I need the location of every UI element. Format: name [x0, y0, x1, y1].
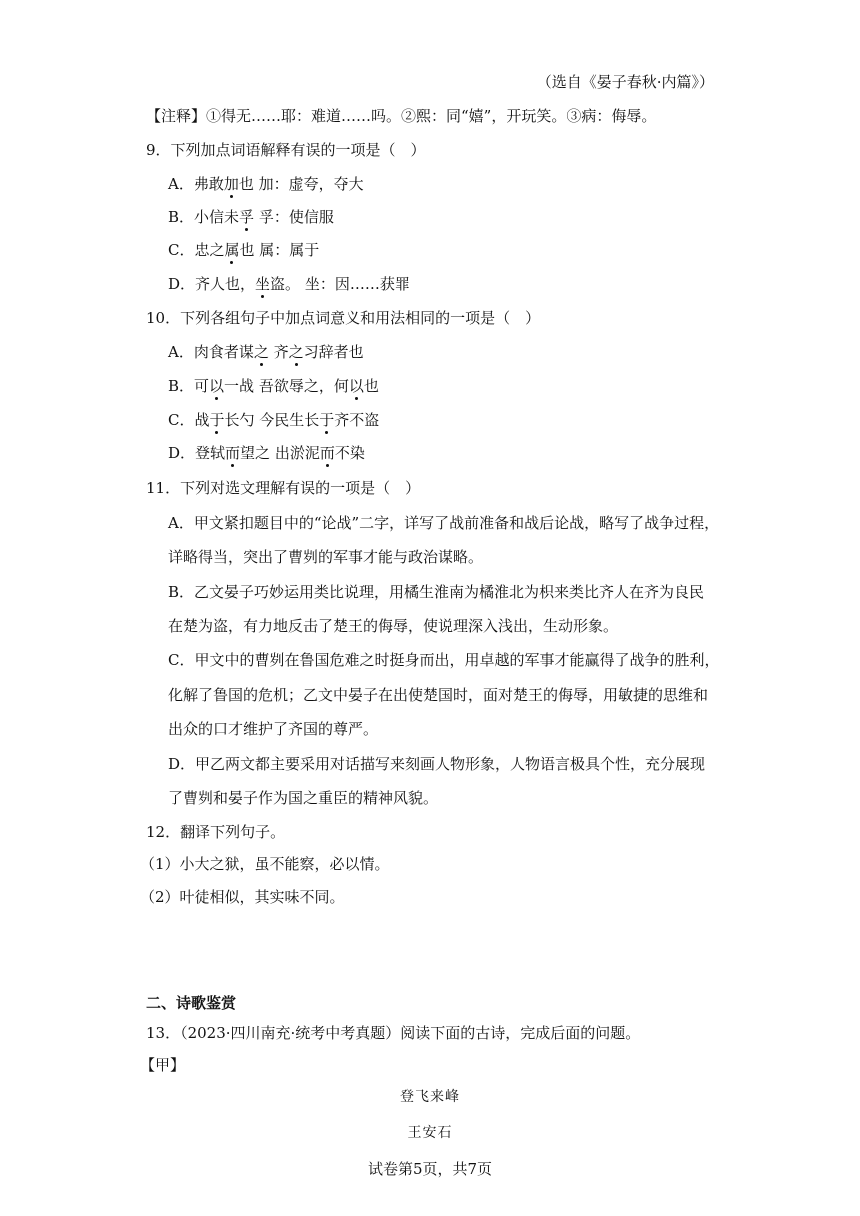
- q11-option-line: 化解了鲁国的危机；乙文中晏子在出使楚国时，面对楚王的侮辱，用敏捷的思维和: [168, 686, 709, 704]
- option-text: 不染: [334, 444, 365, 462]
- q9-option-c: [168, 240, 319, 260]
- dotted-word: 之: [288, 343, 304, 361]
- q9-option-d: [168, 274, 410, 294]
- q11-option-line: 在楚为盗，有力地反击了楚王的侮辱，使说理深入浅出，生动形象。: [168, 617, 619, 635]
- option-text: 孚：使信服: [254, 208, 334, 226]
- option-text: C．战: [168, 411, 210, 429]
- option-text: 一战 吾欲辱之，何: [224, 377, 349, 395]
- q12-item-2: （2）叶徒相似，其实味不同。: [140, 888, 345, 906]
- option-text: B．小信未: [168, 208, 240, 226]
- option-text: C．忠之: [168, 241, 225, 259]
- dotted-word: 之: [253, 343, 269, 361]
- q10-option-d: [168, 443, 365, 463]
- q11-option-line: B．乙文晏子巧妙运用类比说理，用橘生淮南为橘淮北为枳来类比齐人在齐为良民: [168, 583, 705, 601]
- question-10-stem: 10．下列各组句子中加点词意义和用法相同的一项是（ ）: [146, 309, 541, 327]
- option-text: A．肉食者谋: [168, 343, 254, 361]
- section-heading: 二、诗歌鉴赏: [146, 994, 237, 1012]
- option-text: 盗。 坐：因……获罪: [270, 275, 410, 293]
- q10-option-b: [168, 376, 379, 396]
- poem-author: 王安石: [407, 1125, 453, 1141]
- q10-option-c: [168, 410, 379, 430]
- option-text: 望之 出淤泥: [240, 444, 320, 462]
- dotted-word: 以: [209, 377, 225, 395]
- dotted-word: 以: [348, 377, 364, 395]
- page-footer: 试卷第5页，共7页: [367, 1160, 493, 1178]
- option-text: A．弗敢: [168, 175, 224, 193]
- dotted-word: 坐: [255, 275, 271, 293]
- option-text: 齐不盗: [334, 411, 380, 429]
- option-text: 也: [363, 377, 379, 395]
- question-11-stem: 11．下列对选文理解有误的一项是（ ）: [146, 479, 421, 497]
- dotted-word: 而: [319, 444, 335, 462]
- q12-item-1: （1）小大之狱，虽不能察，必以情。: [140, 855, 390, 873]
- q11-option-line: 了曹刿和晏子作为国之重臣的精神风貌。: [168, 789, 439, 807]
- option-text: D．齐人也，: [168, 275, 256, 293]
- question-9-stem: 9．下列加点词语解释有误的一项是（ ）: [146, 141, 426, 159]
- source-note: （选自《晏子春秋·内篇》）: [536, 73, 714, 91]
- option-text: 也 加：虚夸，夺大: [238, 175, 364, 193]
- q10-option-a: [168, 342, 364, 362]
- option-text: 也 属：属于: [239, 241, 320, 259]
- option-text: B．可: [168, 377, 210, 395]
- dotted-word: 孚: [239, 208, 255, 226]
- option-text: 长勺 今民生长: [224, 411, 320, 429]
- option-text: 齐: [268, 343, 289, 361]
- dotted-word: 于: [209, 411, 225, 429]
- q11-option-line: C．甲文中的曹刿在鲁国危难之时挺身而出，用卓越的军事才能赢得了战争的胜利，: [168, 651, 720, 669]
- dotted-word: 加: [223, 175, 239, 193]
- option-text: D．登轼: [168, 444, 226, 462]
- option-text: 习辞者也: [303, 343, 364, 361]
- question-12-stem: 12．翻译下列句子。: [146, 823, 286, 841]
- dotted-word: 而: [225, 444, 241, 462]
- annotation-note: 【注释】①得无……耶：难道……吗。②熙：同“嬉”，开玩笑。③病：侮辱。: [146, 107, 657, 125]
- poem-title: 登飞来峰: [400, 1089, 460, 1105]
- q11-option-line: 出众的口才维护了齐国的尊严。: [168, 720, 379, 738]
- dotted-word: 属: [224, 241, 240, 259]
- question-13-stem: 13．（2023·四川南充·统考中考真题）阅读下面的古诗，完成后面的问题。: [146, 1024, 641, 1042]
- dotted-word: 于: [319, 411, 335, 429]
- poem-label: 【甲】: [140, 1056, 186, 1074]
- q11-option-line: D．甲乙两文都主要采用对话描写来刻画人物形象，人物语言极具个性，充分展现: [168, 755, 706, 773]
- q11-option-line: A．甲文紧扣题目中的“论战”二字，详写了战前准备和战后论战，略写了战争过程，: [168, 514, 720, 532]
- q9-option-b: [168, 207, 334, 227]
- q9-option-a: [168, 174, 364, 194]
- q11-option-line: 详略得当，突出了曹刿的军事才能与政治谋略。: [168, 548, 484, 566]
